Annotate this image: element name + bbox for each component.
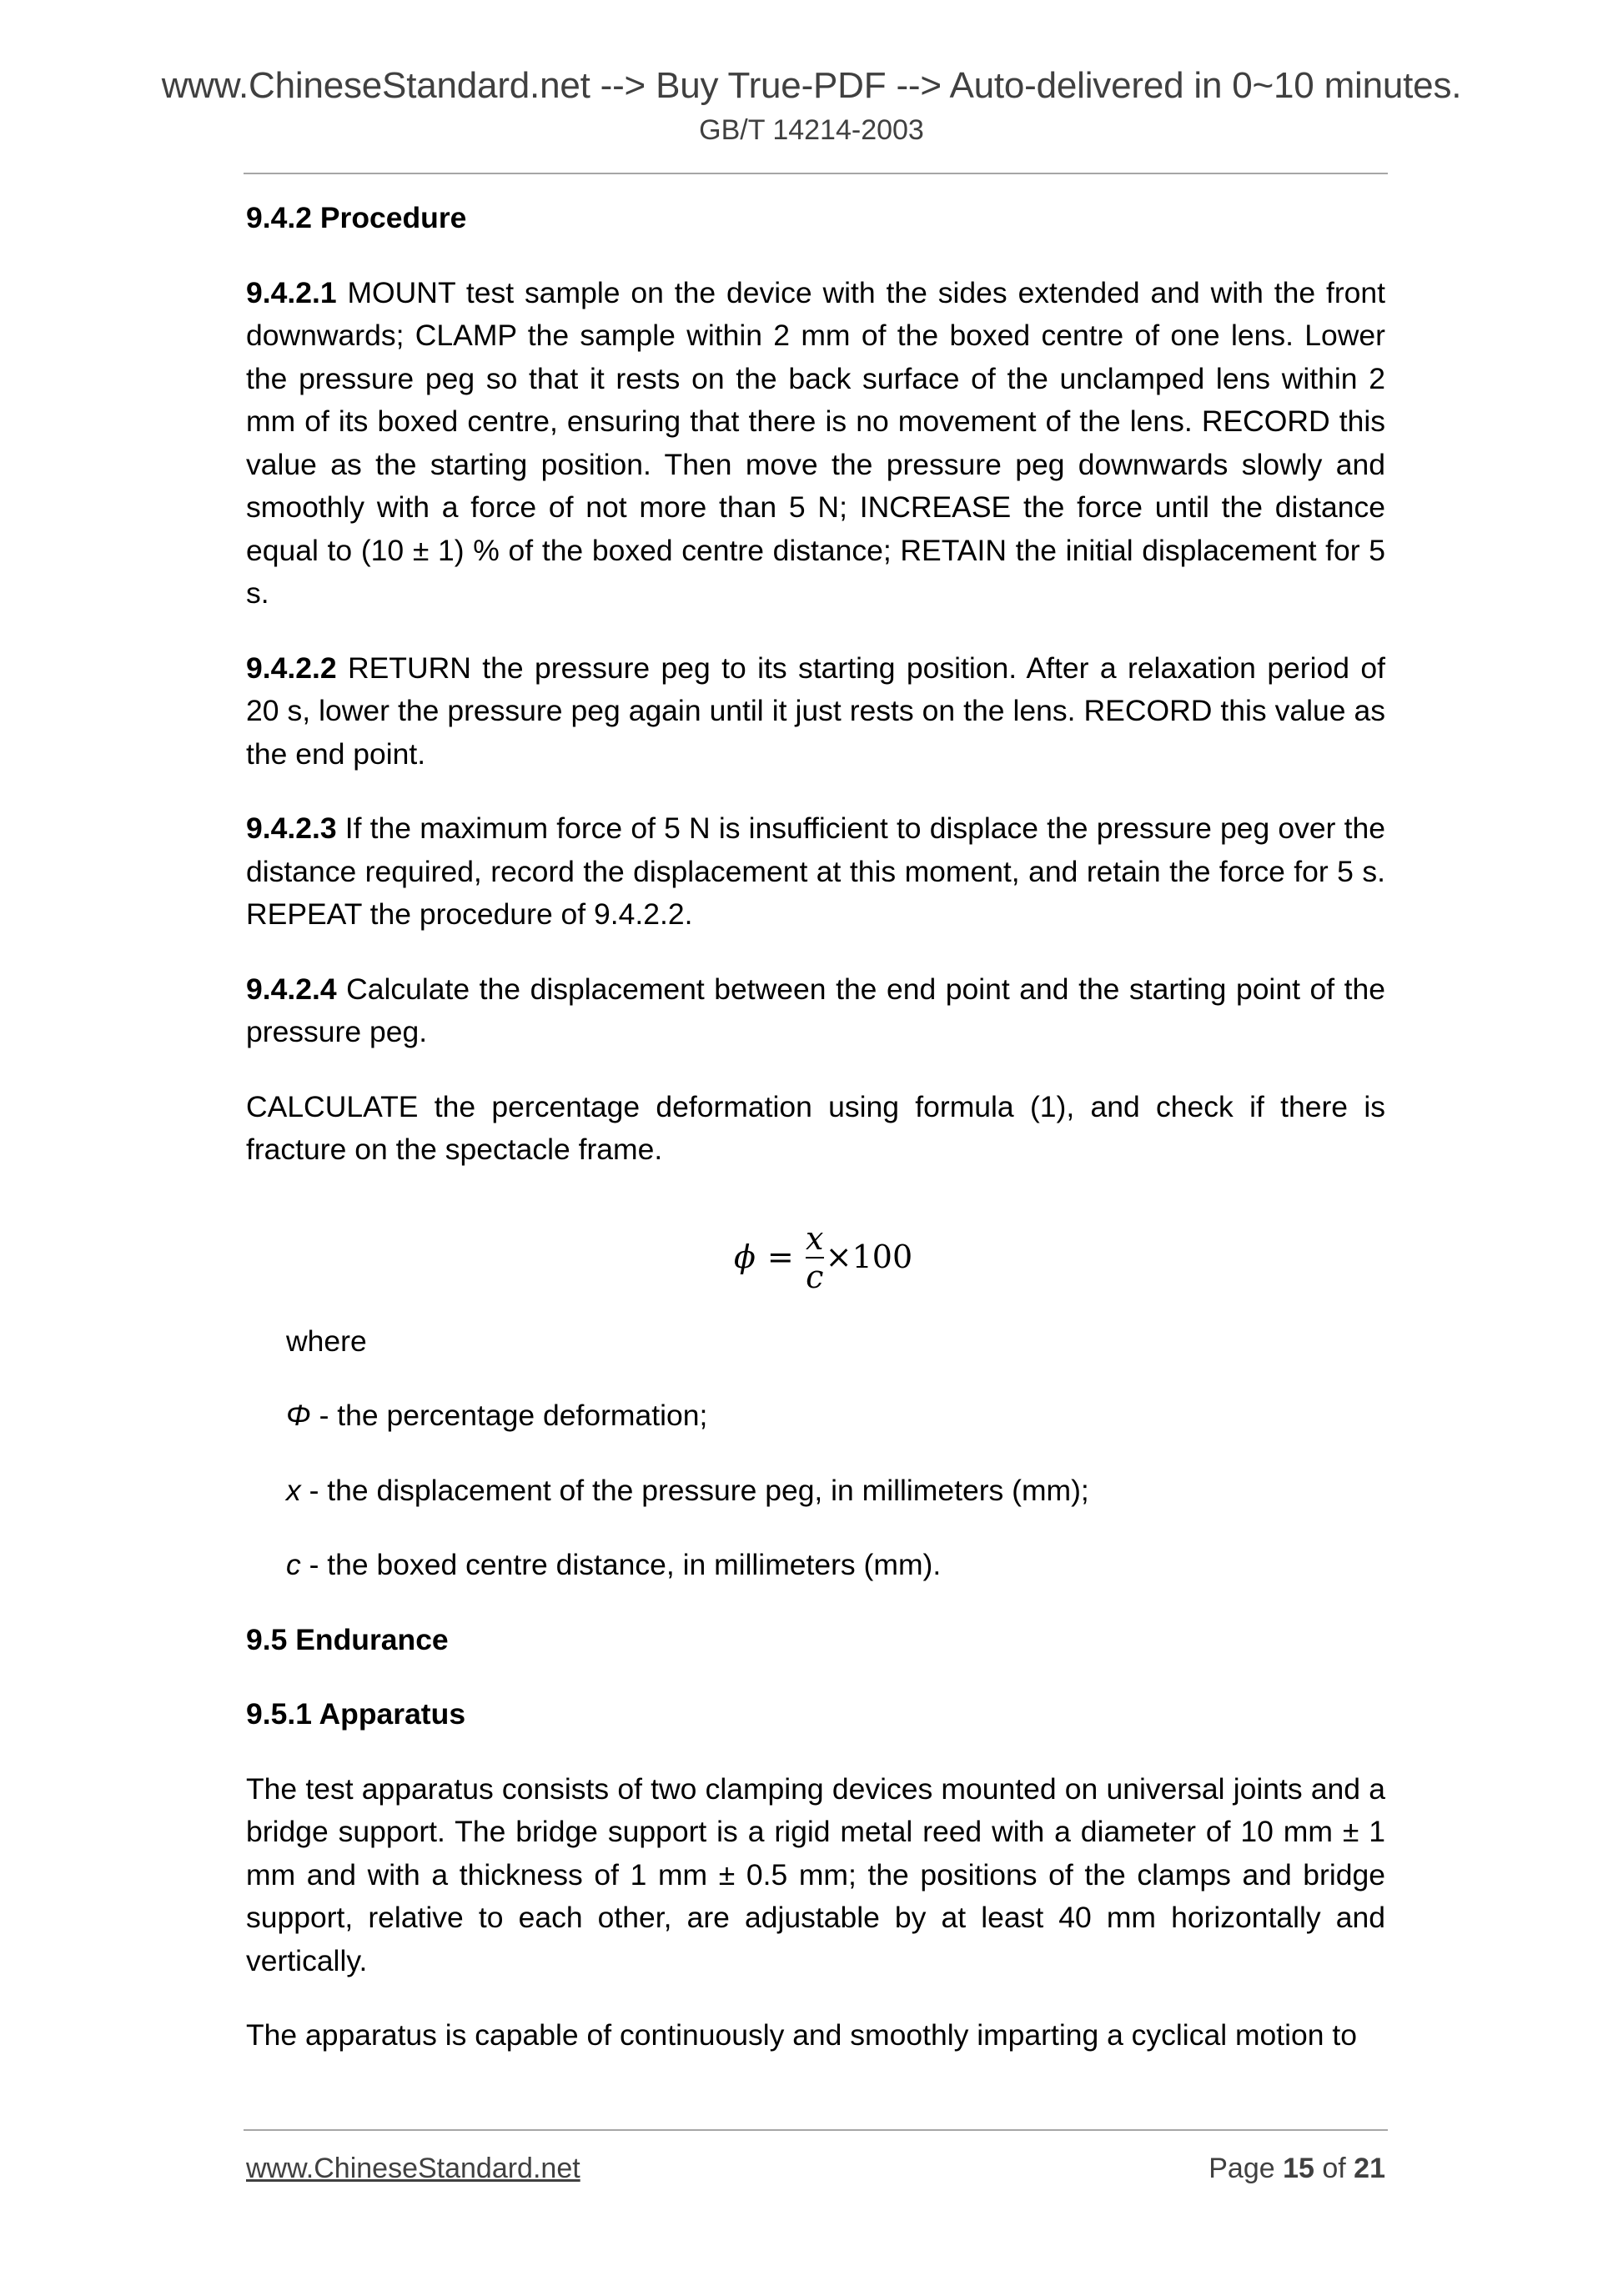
page-current: 15 (1283, 2153, 1314, 2184)
clause-text: If the maximum force of 5 N is insufficient to displace the pressure peg over the distance required, record the displacement at this moment, and retain the force for 5 s. REPEAT the procedure of 9.4.2.2. (246, 811, 1385, 931)
clause-number: 9.4.2.4 (246, 972, 337, 1006)
definition-symbol: Φ (286, 1399, 311, 1432)
page-prefix: Page (1208, 2153, 1284, 2184)
definition-text: - the displacement of the pressure peg, in millimeters (mm); (300, 1473, 1089, 1507)
formula-numerator: x (806, 1219, 824, 1257)
document-body (246, 197, 1385, 2089)
formula-fraction (806, 1219, 824, 1295)
page-of: of (1314, 2153, 1354, 2184)
section-heading-9-4-2: 9.4.2 Procedure (246, 201, 467, 234)
clause-9-4-2-4 (246, 968, 1385, 1054)
clause-number: 9.4.2.3 (246, 811, 337, 845)
where-label: where (286, 1324, 367, 1358)
page-number (1208, 2150, 1385, 2187)
definition-item (286, 1394, 1385, 1438)
apparatus-paragraph-1: The test apparatus consists of two clamping devices mounted on universal joints and a bridge support. The bridge support is a rigid metal reed with a diameter of 10 mm ± 1 mm and with a thickness of 1 mm ± 0.5 mm; the positions of the clamps and bridge support, relative to each other, are adjustable by at least 40 mm horizontally and vertically. (246, 1771, 1385, 1977)
definition-text: - the percentage deformation; (310, 1399, 708, 1432)
formula-equals: = (766, 1238, 794, 1275)
clause-number: 9.4.2.1 (246, 275, 337, 309)
deformation-formula (246, 1203, 1385, 1312)
variable-definitions (246, 1320, 1385, 1587)
page-total: 21 (1354, 2153, 1385, 2184)
clause-9-4-2-1 (246, 272, 1385, 615)
section-heading-9-5-1: 9.5.1 Apparatus (246, 1697, 466, 1731)
formula-multiplier: ×100 (825, 1238, 913, 1275)
header-banner: www.ChineseStandard.net --> Buy True-PDF --> Auto-delivered in 0~10 minutes. (161, 65, 1462, 106)
standard-id: GB/T 14214-2003 (699, 114, 924, 146)
definition-item (286, 1470, 1385, 1513)
definition-text: - the boxed centre distance, in millimeters (mm). (300, 1548, 942, 1581)
page-footer (246, 2150, 1385, 2187)
page-header (0, 60, 1623, 148)
definition-symbol: c (286, 1548, 301, 1581)
clause-number: 9.4.2.2 (246, 651, 337, 685)
clause-text: MOUNT test sample on the device with the sides extended and with the front downwards; CLAMP the sample within 2 mm of the boxed centre of one lens. Lower the pressure peg so that it rests on the back surface of the unclamped lens within 2 mm of its boxed centre, ensuring that there is no movement of the lens. RECORD this value as the starting position. Then move the pressure peg downwards slowly and smoothly with a force of not more than 5 N; INCREASE the force until the distance equal to (10 ± 1) % of the boxed centre distance; RETAIN the initial displacement for 5 s. (246, 275, 1385, 610)
section-heading-9-5: 9.5 Endurance (246, 1622, 449, 1656)
clause-text: Calculate the displacement between the end point and the starting point of the pressure peg. (246, 972, 1385, 1048)
apparatus-paragraph-2: The apparatus is capable of continuously and smoothly imparting a cyclical motion to (246, 2018, 1357, 2052)
footer-divider (244, 2129, 1388, 2131)
clause-text: RETURN the pressure peg to its starting position. After a relaxation period of 20 s, lower the pressure peg again until it just rests on the lens. RECORD this value as the end point. (246, 651, 1385, 771)
definition-item (286, 1544, 1385, 1587)
formula-phi: ϕ (734, 1238, 756, 1275)
clause-9-4-2-2 (246, 647, 1385, 776)
website-link[interactable]: www.ChineseStandard.net (246, 2153, 580, 2184)
definition-symbol: x (286, 1473, 301, 1507)
clause-9-4-2-3 (246, 807, 1385, 937)
header-divider (244, 173, 1388, 174)
calculate-paragraph: CALCULATE the percentage deformation using formula (1), and check if there is fracture on the spectacle frame. (246, 1089, 1385, 1166)
formula-denominator: c (806, 1258, 824, 1295)
